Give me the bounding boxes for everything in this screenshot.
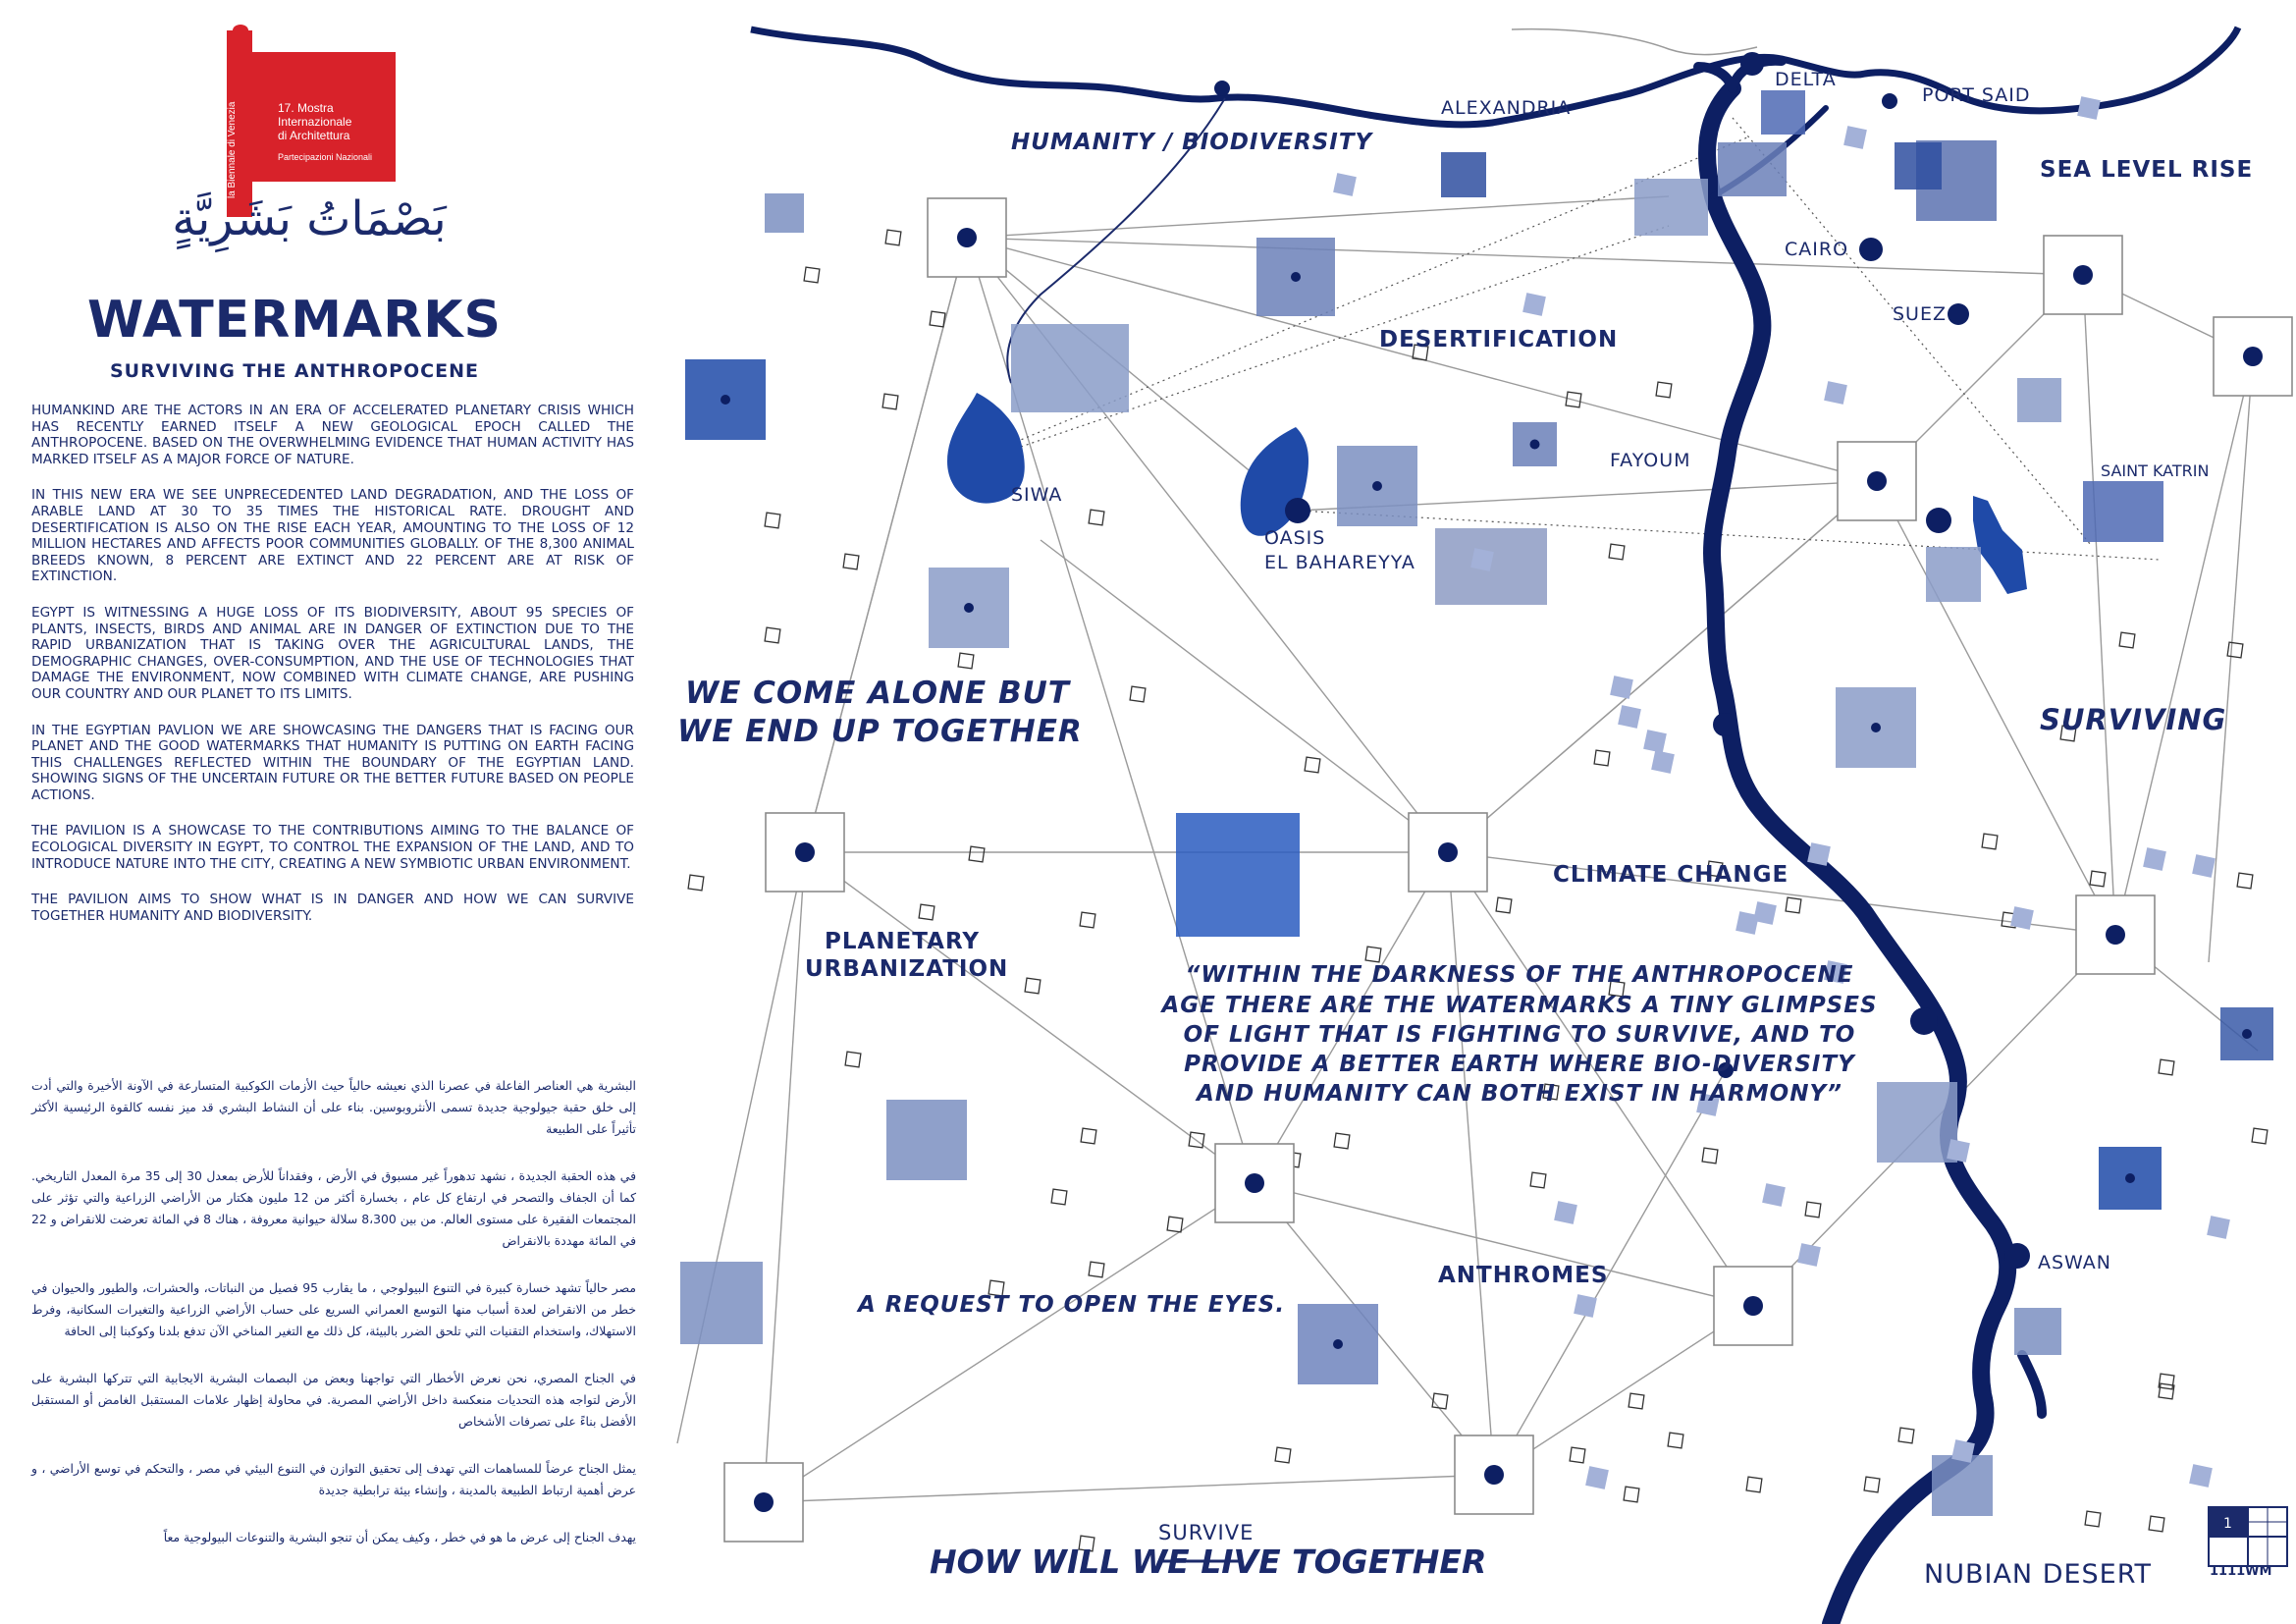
quote-line: AGE THERE ARE THE WATERMARKS A TINY GLIMPSES xyxy=(1161,993,1878,1018)
theme-planetary: PLANETARY xyxy=(825,929,981,954)
filled-square xyxy=(1618,705,1641,729)
slogan-live: LIVE xyxy=(1201,1543,1281,1581)
network-line xyxy=(1448,852,1494,1475)
network-line xyxy=(967,196,1669,238)
outline-square xyxy=(1805,1202,1821,1218)
filled-square xyxy=(1807,842,1831,866)
outline-square xyxy=(804,267,820,283)
outline-square xyxy=(2159,1374,2174,1389)
outline-square xyxy=(1864,1477,1880,1492)
legend-grid xyxy=(2208,1506,2288,1575)
outline-square xyxy=(885,230,901,245)
filled-square xyxy=(2077,96,2101,120)
filled-square xyxy=(1610,676,1633,699)
outline-square xyxy=(765,627,780,643)
label-siwa: SIWA xyxy=(1011,484,1063,506)
theme-anthromes: ANTHROMES xyxy=(1438,1263,1609,1288)
intro-paragraph: THE PAVILION IS A SHOWCASE TO THE CONTRIBUTIONS AIMING TO THE BALANCE OF ECOLOGICAL DIVERSITY IN EGYPT, TO CONTROL THE EXPANSION OF THE LAND, AND TO INTRODUCE NATURE INTO THE CITY, CREATING A NEW SYMBIOTIC URBAN ENVIRONMENT. xyxy=(31,823,634,872)
outline-square xyxy=(1089,510,1104,525)
filled-square xyxy=(1951,1439,1975,1463)
legend-code: 1111WM xyxy=(2210,1564,2272,1575)
image-tile xyxy=(1634,179,1708,236)
outline-square xyxy=(1594,750,1610,766)
label-delta: DELTA xyxy=(1775,69,1837,90)
theme-humanity: HUMANITY / BIODIVERSITY xyxy=(1011,130,1373,155)
network-line xyxy=(967,238,2083,275)
outline-square xyxy=(2159,1059,2174,1075)
label-cairo: CAIRO xyxy=(1785,239,1849,260)
label-nubian-desert: NUBIAN DESERT xyxy=(1924,1559,2153,1590)
arabic-title: بَصْمَاتُ بَشَرِيَّةٍ xyxy=(172,191,447,246)
outline-square xyxy=(1668,1433,1683,1448)
filled-square xyxy=(1651,750,1675,774)
tile-dot xyxy=(721,395,730,405)
filled-square xyxy=(2189,1464,2213,1488)
filled-square xyxy=(1333,173,1357,196)
image-tile xyxy=(2017,378,2061,422)
saint-katrin-shape xyxy=(1973,496,2027,594)
outline-square xyxy=(1275,1447,1291,1463)
outline-square xyxy=(1167,1217,1183,1232)
image-tile xyxy=(1011,324,1129,412)
quote xyxy=(1159,962,1877,1107)
outline-square xyxy=(1656,382,1672,398)
quote-line: OF LIGHT THAT IS FIGHTING TO SURVIVE, AND TO xyxy=(1183,1022,1856,1048)
filled-square xyxy=(1762,1183,1786,1207)
label-suez: SUEZ xyxy=(1893,303,1947,325)
outline-square xyxy=(1305,757,1320,773)
outline-square xyxy=(1432,1393,1448,1409)
outline-square xyxy=(1089,1262,1104,1277)
outline-square xyxy=(1496,897,1512,913)
tile-dot xyxy=(2125,1173,2135,1183)
outline-square xyxy=(882,394,898,409)
arabic-paragraph: في هذه الحقبة الجديدة ، نشهد تدهوراً غير مسبوق في الأرض ، وفقداناً للأرض بمعدل 30 إلى 35 مرة المعدل التاريخي. كما أن الجفاف والتصحر في ارتفاع كل عام ، بخسارة أكثر من 12 مليون هكتار من الأراضي الزراعية والتي تؤثر على المجتمعات الفقيرة على مستوى العالم. من بين 8،300 سلالة حيوانية معروفة ، هناك 8 في المائة تعرضت للانقراض و 22 في المائة مهددة بالانقراض xyxy=(31,1168,636,1248)
image-tile xyxy=(1176,813,1300,937)
theme-desertification: DESERTIFICATION xyxy=(1379,327,1619,352)
dotted-link xyxy=(1298,511,2160,560)
node-dot xyxy=(1867,471,1887,491)
arabic-paragraph: في الجناح المصري، نحن نعرض الأخطار التي تواجهنا وبعض من البصمات البشرية الايجابية التي تتركها البشرية على الأرض لتواجه هذه التحديات منعكسة داخل الأراضي المصرية. في محاولة إظهار علامات المستقبل الغامض أو المستقبل الأفضل بناءً على تصرفات الأشخاص xyxy=(31,1371,636,1429)
image-tile xyxy=(1761,90,1805,135)
outline-square xyxy=(1609,544,1625,560)
outline-square xyxy=(1570,1447,1585,1463)
filled-square xyxy=(1470,548,1494,571)
outline-square xyxy=(1629,1393,1644,1409)
intro-paragraph: IN THIS NEW ERA WE SEE UNPRECEDENTED LAND DEGRADATION, AND THE LOSS OF ARABLE LAND AT 30 TO 35 TIMES THE HISTORICAL RATE. DROUGHT AND DESERTIFICATION IS ALSO ON THE RISE EACH YEAR, AMOUNTING TO THE LOSS OF 12 MILLION HECTARES AND AFFECTS POOR COMMUNITIES GLOBALLY. OF THE 8,300 ANIMAL BREEDS KNOWN, 8 PERCENT ARE EXTINCT AND 22 PERCENT ARE AT RISK OF EXTINCTION. xyxy=(31,487,634,585)
tile-dot xyxy=(1291,272,1301,282)
node-dot xyxy=(1245,1173,1264,1193)
node-dot xyxy=(795,842,815,862)
intro-paragraph: IN THE EGYPTIAN PAVLION WE ARE SHOWCASING THE DANGERS THAT IS FACING OUR PLANET AND THE GOOD WATERMARKS THAT HUMANITY IS PUTTING ON EARTH FACING THIS CHALLENGES REFLECTED WITHIN THE BOUNDARY OF THE EGYPTIAN LAND. SHOWING SIGNS OF THE UNCERTAIN FUTURE OR THE BETTER FUTURE BASED ON PEOPLE ACTIONS. xyxy=(31,722,634,803)
image-tile xyxy=(1926,547,1981,602)
theme-request: A REQUEST TO OPEN THE EYES. xyxy=(858,1292,1286,1318)
outline-square xyxy=(843,554,859,569)
outline-square xyxy=(765,513,780,528)
arabic-paragraph: مصر حالياً تشهد خسارة كبيرة في التنوع البيولوجي ، ما يقارب 95 فصيل من النباتات، والحشرات، والطيور والحيوان في خطر من الانقراض لعدة أسباب منها التوسع العمراني السريع على حساب الأراضي الزراعية والتغيرات السكانية، وفرط الاستهلاك، واستخدام التقنيات التي تلحق الضرر بالبيئة، كل ذلك مع التغير المناخي الآن تدفع بلدنا وكوكبنا إلى الحافة xyxy=(31,1280,636,1338)
node-dot xyxy=(2073,265,2093,285)
quote-line: PROVIDE A BETTER EARTH WHERE BIO-DIVERSITY xyxy=(1184,1052,1855,1077)
filled-square xyxy=(1574,1294,1597,1318)
theme-climate-change: CLIMATE CHANGE xyxy=(1553,862,1789,888)
node-dot xyxy=(957,228,977,247)
theme-urbanization: URBANIZATION xyxy=(805,956,1009,982)
quote-line: AND HUMANITY CAN BOTH EXIST IN HARMONY” xyxy=(1197,1081,1842,1107)
theme-sea-level: SEA LEVEL RISE xyxy=(2040,157,2254,183)
arabic-paragraph: يهدف الجناح إلى عرض ما هو في خطر ، وكيف يمكن أن تنجو البشرية والتنوعات البيولوجية معاً xyxy=(163,1530,636,1544)
filled-square xyxy=(1947,1139,1970,1163)
outline-square xyxy=(1898,1428,1914,1443)
tile-dot xyxy=(1871,723,1881,732)
node-dot xyxy=(754,1492,774,1512)
slogan-part-2: TOGETHER xyxy=(1280,1543,1487,1581)
nile-river xyxy=(1698,61,2042,1624)
theme-come-alone-1: WE COME ALONE BUT xyxy=(685,676,1070,711)
outline-square xyxy=(969,846,985,862)
outline-square xyxy=(1982,834,1998,849)
filled-square xyxy=(2207,1216,2230,1239)
filled-square xyxy=(1735,911,1759,935)
slogan-part-1: HOW WILL WE xyxy=(930,1543,1201,1581)
outline-square xyxy=(845,1052,861,1067)
logo-line-2: Internazionale xyxy=(278,115,352,129)
label-el-bahareyya: EL BAHAREYYA xyxy=(1264,552,1415,573)
legend-number: 1 xyxy=(2223,1516,2232,1532)
intro-paragraph: THE PAVILION AIMS TO SHOW WHAT IS IN DANGER AND HOW WE CAN SURVIVE TOGETHER HUMANITY AND BIODIVERSITY. xyxy=(31,892,634,924)
filled-square xyxy=(1585,1466,1609,1489)
image-tile xyxy=(1895,142,1942,189)
arabic-paragraph: يمثل الجناح عرضاً للمساهمات التي تهدف إلى تحقيق التوازن في التنوع البيئي في مصر ، والتحكم في توسع الأراضي ، و عرض أهمية ارتباط الطبيعة بالمدينة ، وإنشاء بيئة ترابطية جديدة xyxy=(31,1461,636,1497)
outline-square xyxy=(1365,947,1381,962)
label-saint-katrin: SAINT KATRIN xyxy=(2101,461,2210,480)
image-tile xyxy=(765,193,804,233)
quote-line: “WITHIN THE DARKNESS OF THE ANTHROPOCENE xyxy=(1185,962,1854,988)
intro-paragraph: HUMANKIND ARE THE ACTORS IN AN ERA OF ACCELERATED PLANETARY CRISIS WHICH HAS RECENTLY EARNED ITSELF A NEW GEOLOGICAL EPOCH CALLED THE ANTHROPOCENE. BASED ON THE OVERWHELMING EVIDENCE THAT HUMAN ACTIVITY HAS MARKED ITSELF AS A MAJOR FORCE OF NATURE. xyxy=(31,403,634,467)
network-line xyxy=(764,1475,1494,1502)
image-tile xyxy=(2014,1308,2061,1355)
tile-dot xyxy=(2242,1029,2252,1039)
outline-square xyxy=(2149,1516,2164,1532)
logo-line-3: di Architettura xyxy=(278,129,350,142)
filled-square xyxy=(1843,126,1867,149)
outline-square xyxy=(1025,978,1041,994)
outline-square xyxy=(1051,1189,1067,1205)
outline-square xyxy=(958,653,974,669)
tile-dot xyxy=(1333,1339,1343,1349)
logo-line-1: 17. Mostra xyxy=(278,101,334,115)
filled-square xyxy=(1522,293,1546,316)
outline-square xyxy=(1334,1133,1350,1149)
intro-paragraph: EGYPT IS WITNESSING A HUGE LOSS OF ITS BIODIVERSITY, ABOUT 95 SPECIES OF PLANTS, INSECTS, BIRDS AND ANIMAL ARE IN DANGER OF EXTINCTION DUE TO THE RAPID URBANIZATION THAT IS TAKING OVER THE AGRICULTURAL LANDS, THE DEMOGRAPHIC CHANGES, OVER-CONSUMPTION, AND THE USE OF TECHNOLOGIES THAT DAMAGE THE ENVIRONMENT, NOW COMBINED WITH CLIMATE CHANGE, ARE PUSHING OUR COUNTRY AND OUR PLANET TO ITS LIMITS. xyxy=(31,604,634,702)
image-tile xyxy=(2083,481,2163,542)
logo-line-4: Partecipazioni Nazionali xyxy=(278,152,373,162)
image-tile xyxy=(1718,142,1787,196)
image-tile xyxy=(886,1100,967,1180)
outline-square xyxy=(1080,912,1095,928)
filled-square xyxy=(2143,847,2166,871)
outline-square xyxy=(2227,642,2243,658)
outline-square xyxy=(2252,1128,2268,1144)
outline-square xyxy=(688,875,704,891)
image-tile xyxy=(1441,152,1486,197)
slogan-survive: SURVIVE xyxy=(1158,1521,1255,1544)
network-line xyxy=(2083,275,2115,935)
image-tile xyxy=(1932,1455,1993,1516)
page-subtitle: SURVIVING THE ANTHROPOCENE xyxy=(110,360,479,382)
outline-square xyxy=(1746,1477,1762,1492)
image-tile xyxy=(1877,1082,1957,1163)
outline-square xyxy=(2090,871,2106,887)
tile-dot xyxy=(1372,481,1382,491)
outline-square xyxy=(2237,873,2253,889)
outline-square xyxy=(2085,1511,2101,1527)
label-alexandria: ALEXANDRIA xyxy=(1441,97,1572,119)
theme-come-alone-2: WE END UP TOGETHER xyxy=(677,714,1083,749)
node-dot xyxy=(1484,1465,1504,1485)
outline-square xyxy=(930,311,945,327)
outline-square xyxy=(919,904,934,920)
label-fayoum: FAYOUM xyxy=(1610,450,1691,471)
theme-surviving: SURVIVING xyxy=(2040,703,2227,736)
arabic-paragraph: البشرية هي العناصر الفاعلة في عصرنا الذي نعيشه حالياً حيث الأزمات الكوكبية المتسارعة في الآونة الأخيرة والتي أدت إلى خلق حقبة جيولوجية جديدة تسمى الأنثروبوسين. بناء على أن النشاط البشري قد ميز نفسه كالقوة الرئيسية الأكثر تأثيراً على الطبيعة xyxy=(31,1078,636,1136)
node-dot xyxy=(2106,925,2125,945)
page-title: WATERMARKS xyxy=(86,291,503,350)
node-dot xyxy=(1743,1296,1763,1316)
outline-square xyxy=(1530,1172,1546,1188)
filled-square xyxy=(2192,854,2216,878)
image-tile xyxy=(680,1262,763,1344)
outline-square xyxy=(1624,1487,1639,1502)
node-dot xyxy=(2243,347,2263,366)
bottom-slogan xyxy=(930,1521,1486,1581)
label-oasis: OASIS xyxy=(1264,527,1326,549)
logo-vertical-text: la Biennale di Venezia xyxy=(227,101,238,199)
node-dot xyxy=(1438,842,1458,862)
outline-square xyxy=(1130,686,1146,702)
outline-square xyxy=(2119,632,2135,648)
label-aswan: ASWAN xyxy=(2038,1252,2112,1273)
filled-square xyxy=(2010,906,2034,930)
tile-dot xyxy=(964,603,974,613)
outline-square xyxy=(1702,1148,1718,1164)
filled-square xyxy=(1554,1201,1577,1224)
outline-square xyxy=(2159,1383,2174,1399)
network-line xyxy=(1448,852,1753,1306)
image-tile xyxy=(1435,528,1547,605)
filled-square xyxy=(1643,730,1667,753)
outline-square xyxy=(1081,1128,1096,1144)
network-line xyxy=(1041,540,1451,852)
filled-square xyxy=(1824,381,1847,405)
network-line xyxy=(805,238,967,852)
outline-square xyxy=(1786,897,1801,913)
label-port-said: PORT SAID xyxy=(1922,84,2031,106)
tile-dot xyxy=(1530,440,1540,450)
filled-square xyxy=(1797,1243,1821,1267)
